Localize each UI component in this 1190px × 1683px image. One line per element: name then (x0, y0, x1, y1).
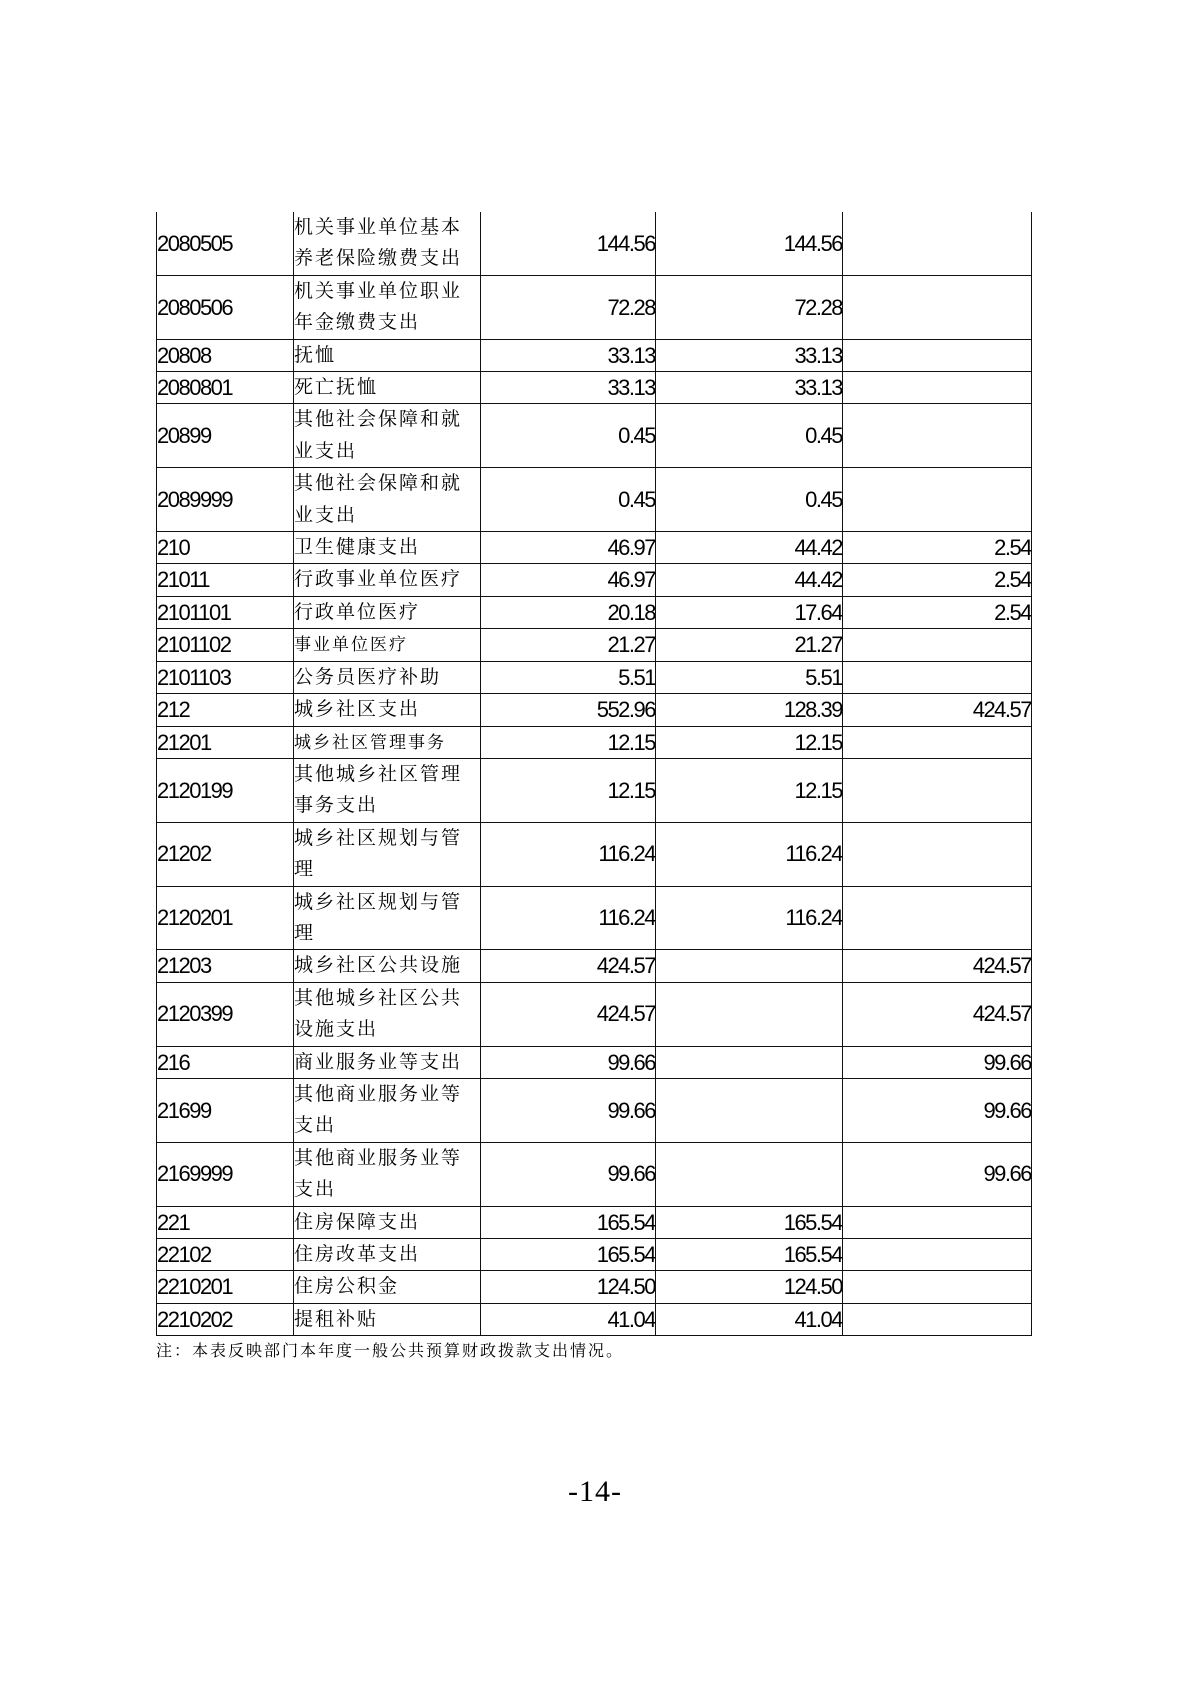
amount-cell (843, 661, 1032, 693)
amount-cell: 424.57 (843, 982, 1032, 1046)
name-cell: 城乡社区公共设施 (294, 950, 481, 982)
amount-cell: 46.97 (481, 532, 656, 564)
name-cell: 城乡社区支出 (294, 694, 481, 726)
amount-cell: 33.13 (481, 339, 656, 371)
amount-cell: 33.13 (656, 339, 843, 371)
amount-cell: 33.13 (656, 372, 843, 404)
expenditure-table (156, 212, 1032, 1336)
code-cell: 2089999 (157, 468, 294, 532)
code-cell: 2080505 (157, 212, 294, 275)
amount-cell: 128.39 (656, 694, 843, 726)
table-row (157, 372, 1032, 404)
table-row (157, 629, 1032, 661)
table-row (157, 1206, 1032, 1238)
amount-cell (843, 404, 1032, 468)
table-row (157, 886, 1032, 950)
code-cell: 212 (157, 694, 294, 726)
code-cell: 2120201 (157, 886, 294, 950)
amount-cell (656, 950, 843, 982)
amount-cell: 5.51 (481, 661, 656, 693)
name-cell: 提租补贴 (294, 1303, 481, 1335)
code-cell: 21201 (157, 726, 294, 758)
amount-cell (843, 758, 1032, 822)
amount-cell: 116.24 (656, 822, 843, 886)
amount-cell (656, 1078, 843, 1142)
code-cell: 20808 (157, 339, 294, 371)
table-row (157, 532, 1032, 564)
name-cell: 住房保障支出 (294, 1206, 481, 1238)
table-row (157, 982, 1032, 1046)
amount-cell (843, 726, 1032, 758)
table-row (157, 661, 1032, 693)
amount-cell: 41.04 (656, 1303, 843, 1335)
amount-cell: 2.54 (843, 596, 1032, 628)
table-row (157, 1046, 1032, 1078)
amount-cell (843, 886, 1032, 950)
code-cell: 216 (157, 1046, 294, 1078)
amount-cell: 424.57 (843, 694, 1032, 726)
table-row (157, 596, 1032, 628)
table-note: 注：本表反映部门本年度一般公共预算财政拨款支出情况。 (156, 1343, 625, 1361)
table-row (157, 758, 1032, 822)
table-row (157, 339, 1032, 371)
expenditure-table-body (157, 212, 1032, 1336)
amount-cell: 424.57 (843, 950, 1032, 982)
name-cell: 其他社会保障和就业支出 (294, 468, 481, 532)
table-row (157, 404, 1032, 468)
code-cell: 2080801 (157, 372, 294, 404)
amount-cell: 0.45 (481, 404, 656, 468)
name-cell: 城乡社区管理事务 (294, 726, 481, 758)
amount-cell: 21.27 (481, 629, 656, 661)
amount-cell: 0.45 (481, 468, 656, 532)
amount-cell (843, 372, 1032, 404)
amount-cell: 116.24 (481, 822, 656, 886)
amount-cell: 116.24 (481, 886, 656, 950)
name-cell: 行政事业单位医疗 (294, 564, 481, 596)
amount-cell: 12.15 (656, 758, 843, 822)
name-cell: 城乡社区规划与管理 (294, 886, 481, 950)
amount-cell: 21.27 (656, 629, 843, 661)
code-cell: 20899 (157, 404, 294, 468)
amount-cell (843, 629, 1032, 661)
name-cell: 其他商业服务业等支出 (294, 1078, 481, 1142)
amount-cell: 424.57 (481, 950, 656, 982)
amount-cell (656, 1046, 843, 1078)
code-cell: 21203 (157, 950, 294, 982)
amount-cell (656, 1142, 843, 1206)
amount-cell: 12.15 (481, 726, 656, 758)
amount-cell: 12.15 (656, 726, 843, 758)
table-row (157, 726, 1032, 758)
code-cell: 2120199 (157, 758, 294, 822)
amount-cell: 552.96 (481, 694, 656, 726)
amount-cell (656, 982, 843, 1046)
amount-cell: 20.18 (481, 596, 656, 628)
name-cell: 住房公积金 (294, 1271, 481, 1303)
table-row (157, 1239, 1032, 1271)
name-cell: 卫生健康支出 (294, 532, 481, 564)
amount-cell: 99.66 (843, 1046, 1032, 1078)
code-cell: 2120399 (157, 982, 294, 1046)
name-cell: 死亡抚恤 (294, 372, 481, 404)
amount-cell: 72.28 (481, 275, 656, 339)
amount-cell: 12.15 (481, 758, 656, 822)
amount-cell: 2.54 (843, 564, 1032, 596)
amount-cell (843, 822, 1032, 886)
amount-cell (843, 339, 1032, 371)
name-cell: 城乡社区规划与管理 (294, 822, 481, 886)
code-cell: 2080506 (157, 275, 294, 339)
amount-cell: 41.04 (481, 1303, 656, 1335)
table-row (157, 564, 1032, 596)
amount-cell: 99.66 (843, 1078, 1032, 1142)
table-row (157, 212, 1032, 275)
amount-cell: 144.56 (481, 212, 656, 275)
table-row (157, 468, 1032, 532)
amount-cell: 99.66 (481, 1142, 656, 1206)
table-row (157, 694, 1032, 726)
amount-cell (843, 1303, 1032, 1335)
amount-cell: 17.64 (656, 596, 843, 628)
document-body (156, 212, 1032, 1364)
code-cell: 21699 (157, 1078, 294, 1142)
amount-cell: 424.57 (481, 982, 656, 1046)
name-cell: 事业单位医疗 (294, 629, 481, 661)
name-cell: 其他城乡社区管理事务支出 (294, 758, 481, 822)
amount-cell (843, 212, 1032, 275)
amount-cell: 44.42 (656, 564, 843, 596)
amount-cell: 99.66 (481, 1046, 656, 1078)
table-row (157, 950, 1032, 982)
amount-cell: 99.66 (481, 1078, 656, 1142)
name-cell: 机关事业单位基本养老保险缴费支出 (294, 212, 481, 275)
code-cell: 2101102 (157, 629, 294, 661)
amount-cell: 44.42 (656, 532, 843, 564)
amount-cell: 165.54 (656, 1239, 843, 1271)
amount-cell: 124.50 (481, 1271, 656, 1303)
amount-cell: 124.50 (656, 1271, 843, 1303)
code-cell: 21202 (157, 822, 294, 886)
page-number: -14- (568, 1475, 622, 1508)
name-cell: 其他社会保障和就业支出 (294, 404, 481, 468)
amount-cell: 165.54 (656, 1206, 843, 1238)
name-cell: 住房改革支出 (294, 1239, 481, 1271)
code-cell: 22102 (157, 1239, 294, 1271)
amount-cell: 165.54 (481, 1239, 656, 1271)
code-cell: 221 (157, 1206, 294, 1238)
table-row (157, 275, 1032, 339)
amount-cell: 72.28 (656, 275, 843, 339)
code-cell: 2169999 (157, 1142, 294, 1206)
amount-cell: 33.13 (481, 372, 656, 404)
amount-cell: 0.45 (656, 468, 843, 532)
amount-cell: 116.24 (656, 886, 843, 950)
code-cell: 21011 (157, 564, 294, 596)
name-cell: 抚恤 (294, 339, 481, 371)
amount-cell: 165.54 (481, 1206, 656, 1238)
table-row (157, 1271, 1032, 1303)
table-row (157, 1078, 1032, 1142)
code-cell: 2101101 (157, 596, 294, 628)
table-row (157, 822, 1032, 886)
amount-cell: 0.45 (656, 404, 843, 468)
amount-cell (843, 275, 1032, 339)
amount-cell: 99.66 (843, 1142, 1032, 1206)
code-cell: 2210201 (157, 1271, 294, 1303)
amount-cell (843, 1271, 1032, 1303)
name-cell: 机关事业单位职业年金缴费支出 (294, 275, 481, 339)
amount-cell (843, 1239, 1032, 1271)
amount-cell (843, 1206, 1032, 1238)
name-cell: 公务员医疗补助 (294, 661, 481, 693)
table-row (157, 1303, 1032, 1335)
amount-cell: 5.51 (656, 661, 843, 693)
code-cell: 2210202 (157, 1303, 294, 1335)
name-cell: 行政单位医疗 (294, 596, 481, 628)
code-cell: 2101103 (157, 661, 294, 693)
amount-cell: 2.54 (843, 532, 1032, 564)
amount-cell (843, 468, 1032, 532)
amount-cell: 46.97 (481, 564, 656, 596)
name-cell: 其他城乡社区公共设施支出 (294, 982, 481, 1046)
name-cell: 其他商业服务业等支出 (294, 1142, 481, 1206)
amount-cell: 144.56 (656, 212, 843, 275)
code-cell: 210 (157, 532, 294, 564)
name-cell: 商业服务业等支出 (294, 1046, 481, 1078)
table-row (157, 1142, 1032, 1206)
